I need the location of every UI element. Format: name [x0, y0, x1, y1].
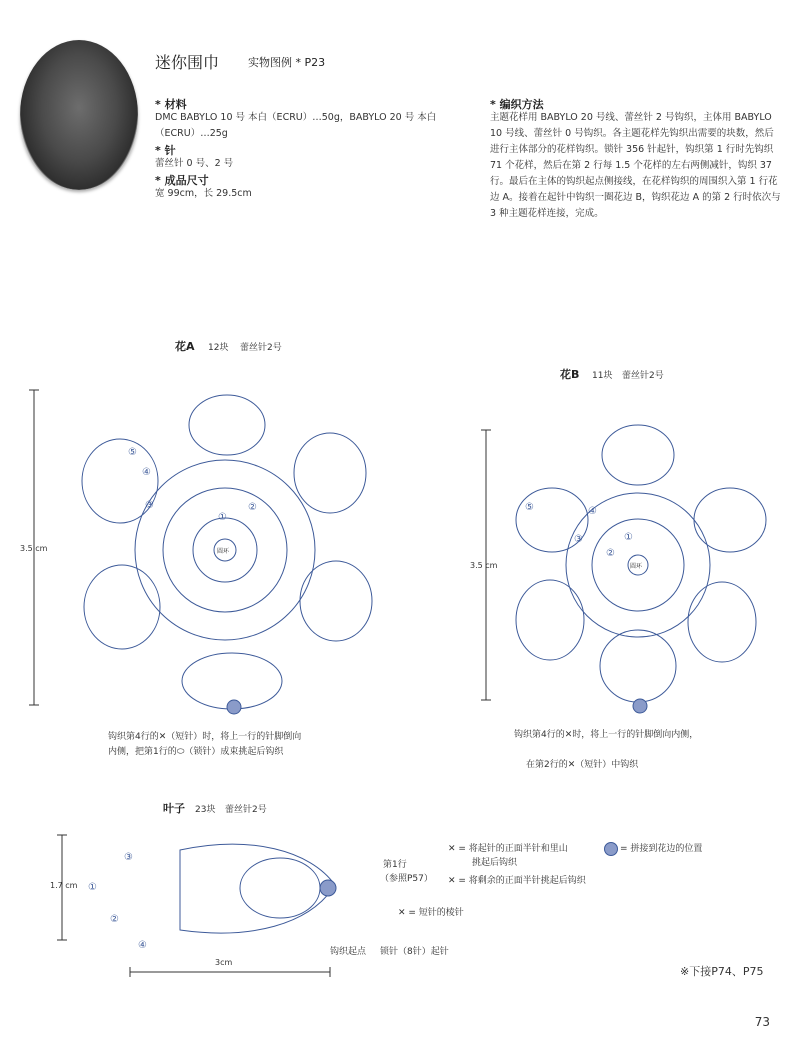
flower-a-row-3: ③ — [145, 500, 154, 511]
legend-x-front-back-2: 挑起后钩织 — [472, 858, 518, 868]
flower-b-row-3: ③ — [574, 534, 583, 545]
method-heading: * 编织方法 — [490, 98, 544, 111]
leaf-row-4: ④ — [138, 940, 147, 951]
needle-text: 蕾丝针 0 号、2 号 — [155, 158, 234, 169]
legend-x-rest: ✕ = 将剩余的正面半针挑起后钩织 — [448, 876, 586, 886]
leaf-outline — [180, 844, 335, 933]
flower-b-row-2: ② — [606, 548, 615, 559]
flower-b-row-1: ① — [624, 532, 633, 543]
flower-a-needle: 蕾丝针2号 — [240, 343, 282, 353]
flower-a-note-1: 钩织第4行的✕（短针）时，将上一行的针脚倒向 — [108, 732, 302, 742]
flower-a-chart — [20, 385, 400, 720]
legend-ref: （参照P57） — [380, 874, 433, 884]
flower-b-dim-label: 3.5 cm — [470, 561, 498, 570]
flower-a-count: 12块 — [208, 343, 229, 353]
flower-b-note-2: 在第2行的✕（短针）中钩织 — [526, 760, 639, 770]
flower-a-dim-label: 3.5 cm — [20, 544, 48, 553]
legend-ridge: ✕ = 短针的棱针 — [398, 908, 464, 918]
flower-b-row-4: ④ — [588, 506, 597, 517]
flower-b-row-5: ⑤ — [525, 502, 534, 513]
flower-a-center-label: 圆环 — [217, 548, 230, 555]
page-number: 73 — [754, 1015, 770, 1029]
leaf-count: 23块 — [195, 805, 216, 815]
leaf-start-label: 钩织起点 — [330, 947, 367, 957]
flower-b-chart — [470, 410, 780, 720]
flower-b-title: 花B — [560, 368, 580, 381]
legend-join-dot — [604, 842, 618, 856]
leaf-needle: 蕾丝针2号 — [225, 805, 267, 815]
leaf-chain-label: 锁针（8针）起针 — [380, 947, 449, 957]
photo-reference: 实物图例 * P23 — [248, 56, 326, 69]
flower-b-center-label: 圆环 — [630, 563, 643, 570]
flower-a-row-5: ⑤ — [128, 447, 137, 458]
leaf-chart — [50, 830, 350, 980]
flower-a-row-1: ① — [218, 512, 227, 523]
method-text: 主题花样用 BABYLO 20 号线、蕾丝针 2 号钩织，主体用 BABYLO 10 号线、蕾丝针 0 号钩织。各主题花样先钩织出需要的块数，然后进行主体部分的花样钩织。锁针 356 针起针，钩织第 1 行时先钩织 71 个花样，然后在第 2 行每 1.5 个花样的左右两侧减针，钩织 37 行。最后在主体的钩织起点侧接线，在花样钩织的周围织入第 1 行花边 A。接着在起针中钩织一圈花边 B，钩织花边 A 的第 2 行时依次与 3 种主题花样连接，完成。 — [490, 112, 781, 219]
flower-a-row-4: ④ — [142, 467, 151, 478]
leaf-width-label: 3cm — [215, 958, 233, 967]
leaf-join-dot — [320, 880, 336, 896]
continue-note: ※下接P74、P75 — [680, 965, 764, 978]
flower-b-join-dot — [633, 699, 647, 713]
page-title: 迷你围巾 — [155, 53, 220, 72]
flower-b-needle: 蕾丝针2号 — [622, 371, 664, 381]
flower-a-note-2: 内侧，把第1行的⬭（锁针）成束挑起后钩织 — [108, 747, 284, 757]
legend-join: = 拼接到花边的位置 — [620, 844, 703, 854]
flower-a-row-2: ② — [248, 502, 257, 513]
legend-x-front-back: ✕ = 将起针的正面半针和里山 — [448, 844, 568, 854]
flower-a-join-dot — [227, 700, 241, 714]
leaf-row-2: ② — [110, 914, 119, 925]
flower-b-count: 11块 — [592, 371, 613, 381]
materials-heading: * 材料 — [155, 98, 187, 111]
flower-a-title: 花A — [175, 340, 195, 353]
needle-heading: * 针 — [155, 144, 176, 157]
leaf-row-3: ③ — [124, 852, 133, 863]
materials-text: DMC BABYLO 10 号 本白（ECRU）…50g，BABYLO 20 号 本白（ECRU）…25g — [155, 112, 437, 139]
leaf-title: 叶子 — [163, 802, 185, 815]
product-photo — [20, 40, 138, 190]
legend-row1: 第1行 — [383, 860, 407, 870]
size-text: 宽 99cm，长 29.5cm — [155, 188, 252, 199]
leaf-row-1: ① — [88, 882, 97, 893]
flower-b-note-1: 钩织第4行的✕时，将上一行的针脚倒向内侧， — [514, 730, 699, 740]
leaf-dim-label: 1.7 cm — [50, 881, 78, 890]
size-heading: * 成品尺寸 — [155, 174, 209, 187]
